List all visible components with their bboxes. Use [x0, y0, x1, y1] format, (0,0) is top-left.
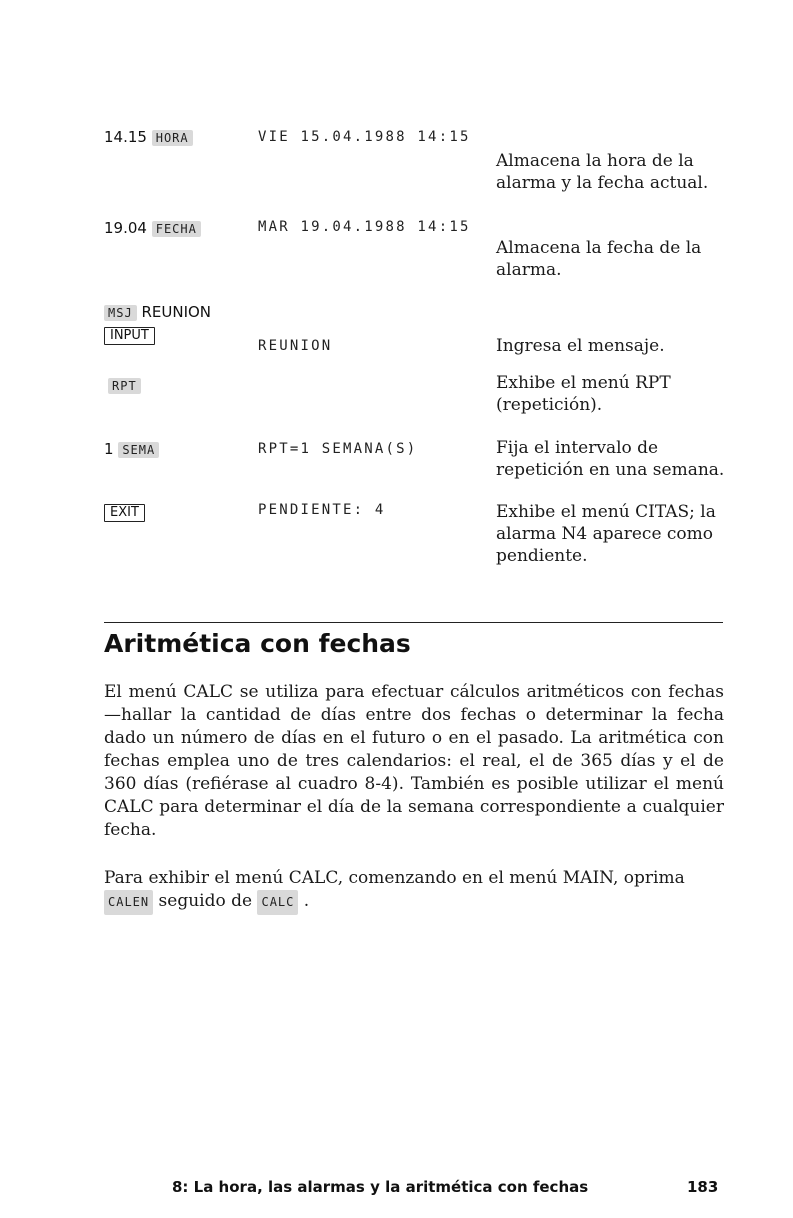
step-3-hardkey-wrap [104, 325, 155, 345]
step-5-description: Fija el intervalo de repetición en una semana. [496, 438, 725, 480]
exit-key[interactable]: EXIT [104, 504, 145, 522]
step-3-display: REUNION [258, 338, 333, 354]
step-1-keys [104, 128, 193, 146]
msj-softkey[interactable]: MSJ [104, 305, 137, 321]
step-4-description: Exhibe el menú RPT (repetición). [496, 373, 671, 415]
step-3-description: Ingresa el mensaje. [496, 336, 665, 356]
step-5-keys [104, 440, 159, 458]
section-paragraph-1: El menú CALC se utiliza para efectuar cálculos aritméticos con fechas—hallar la cantidad de días entre dos fechas o determinar la fecha dado un número de días en el futuro o en el pasado. La aritmética con fechas emplea uno de tres calendarios: el real, el de 365 días y el de 360 días (refiérase al cuadro 8-4). También es posible utilizar el menú CALC para determinar el día de la semana correspondiente a cualquier fecha. [104, 682, 724, 840]
calen-softkey[interactable]: CALEN [104, 890, 153, 915]
paragraph-2-start: Para exhibir el menú CALC, comenzando en el menú MAIN, oprima [104, 868, 685, 888]
sema-softkey[interactable]: SEMA [118, 442, 159, 458]
step-6-keys [104, 502, 145, 522]
calc-softkey[interactable]: CALC [257, 890, 298, 915]
step-6-description: Exhibe el menú CITAS; la alarma N4 aparece como pendiente. [496, 502, 716, 566]
footer-page-number: 183 [687, 1178, 719, 1196]
paragraph-2-mid: seguido de [158, 891, 253, 911]
step-4-keys [108, 376, 141, 394]
step-2-number: 19.04 [104, 219, 147, 237]
fecha-softkey[interactable]: FECHA [152, 221, 201, 237]
step-1-description: Almacena la hora de la alarma y la fecha actual. [496, 151, 709, 193]
section-paragraph-2 [104, 867, 724, 915]
footer-chapter-title: 8: La hora, las alarmas y la aritmética con fechas [172, 1178, 589, 1196]
rpt-softkey[interactable]: RPT [108, 378, 141, 394]
step-1-number: 14.15 [104, 128, 147, 146]
step-6-display: PENDIENTE: 4 [258, 502, 386, 518]
section-heading: Aritmética con fechas [104, 629, 411, 658]
step-5-display: RPT=1 SEMANA(S) [258, 441, 418, 457]
step-2-keys [104, 219, 201, 237]
paragraph-2-end: . [303, 891, 310, 911]
step-3-keys [104, 303, 211, 321]
step-5-number: 1 [104, 440, 114, 458]
input-key[interactable]: INPUT [104, 327, 155, 345]
step-1-display: VIE 15.04.1988 14:15 [258, 129, 471, 145]
hora-softkey[interactable]: HORA [152, 130, 193, 146]
section-rule [104, 622, 723, 623]
step-3-text: REUNION [141, 303, 212, 321]
step-2-description: Almacena la fecha de la alarma. [496, 238, 702, 280]
step-2-display: MAR 19.04.1988 14:15 [258, 219, 471, 235]
